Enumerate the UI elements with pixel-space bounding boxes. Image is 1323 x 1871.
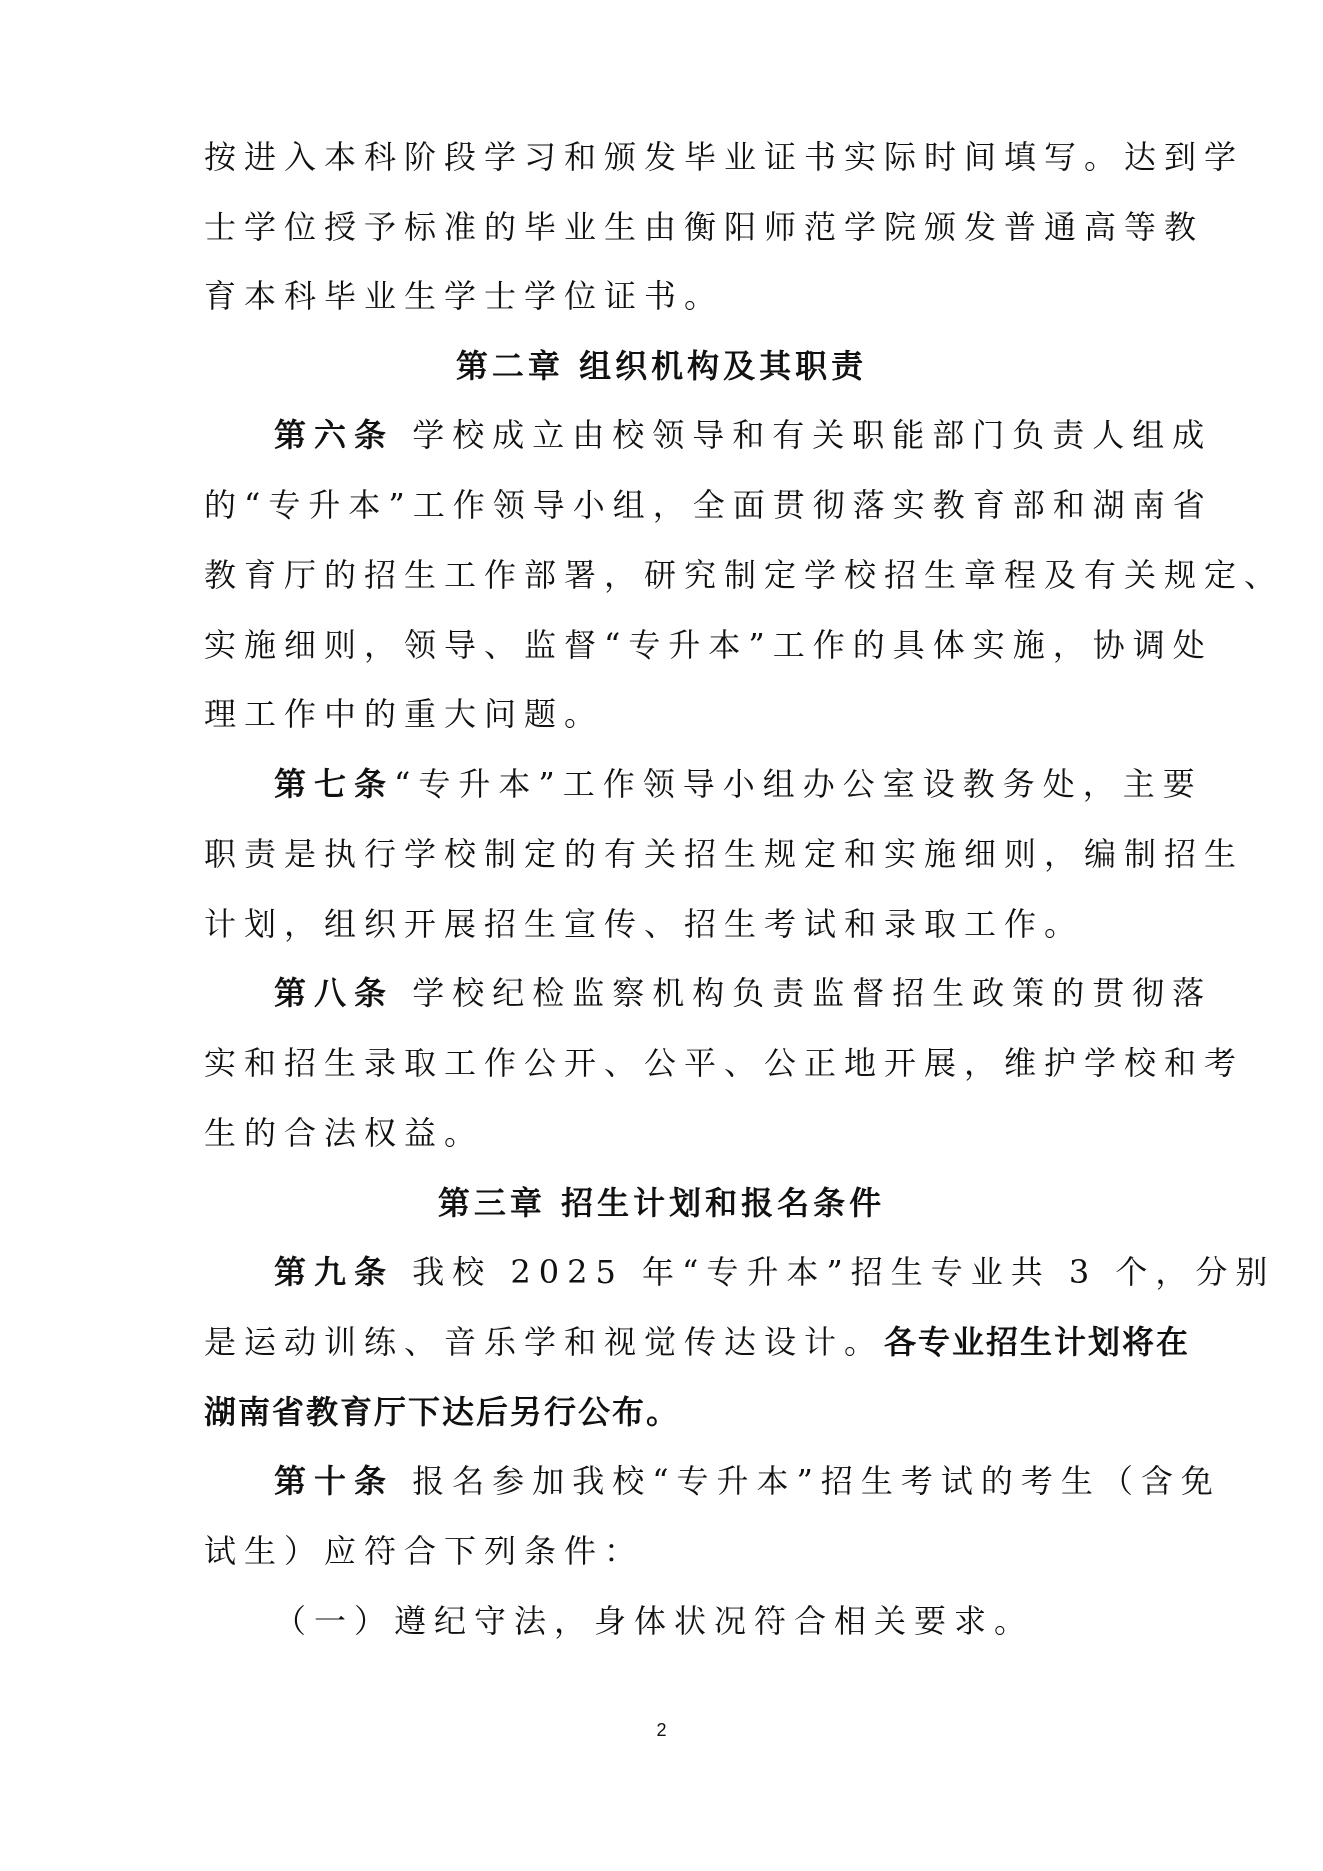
- page-number: 2: [656, 1720, 667, 1740]
- paragraph-line: 育本科毕业生学士学位证书。: [204, 277, 725, 315]
- article-text: 学校纪检监察机构负责监督招生政策的贯彻落: [394, 974, 1213, 1012]
- list-item: （一）遵纪守法，身体状况符合相关要求。: [274, 1602, 1035, 1640]
- article-first-line: [274, 415, 1212, 455]
- chapter-heading: 第三章 招生计划和报名条件: [437, 1184, 886, 1222]
- article-label: 第十条: [274, 1462, 395, 1500]
- article-label: 第九条: [274, 1253, 395, 1291]
- chapter-heading: 第二章 组织机构及其职责: [455, 347, 868, 385]
- paragraph-line: 试生）应符合下列条件：: [204, 1532, 645, 1570]
- paragraph-line: 按进入本科阶段学习和颁发毕业证书实际时间填写。达到学: [204, 138, 1245, 176]
- article-first-line: [274, 973, 1212, 1013]
- paragraph-line: 职责是执行学校制定的有关招生规定和实施细则，编制招生: [204, 835, 1245, 873]
- bold-notice-line: 湖南省教育厅下达后另行公布。: [204, 1393, 681, 1431]
- paragraph-line: 计划，组织开展招生宣传、招生考试和录取工作。: [204, 905, 1085, 943]
- article-text: 我校 2025 年“专升本”招生专业共 3 个，分别: [394, 1253, 1276, 1291]
- article-text: 学校成立由校领导和有关职能部门负责人组成: [394, 416, 1213, 454]
- paragraph-line: 理工作中的重大问题。: [204, 695, 605, 733]
- paragraph-line: 教育厅的招生工作部署，研究制定学校招生章程及有关规定、: [204, 556, 1285, 594]
- article-first-line: [274, 1461, 1221, 1501]
- article-first-line: [274, 764, 1203, 804]
- paragraph-line: 生的合法权益。: [204, 1114, 485, 1152]
- paragraph-line: 士学位授予标准的毕业生由衡阳师范学院颁发普通高等教: [204, 208, 1205, 246]
- article-first-line: [274, 1252, 1275, 1292]
- paragraph-line: 的“专升本”工作领导小组，全面贯彻落实教育部和湖南省: [204, 486, 1213, 524]
- paragraph-line: 实和招生录取工作公开、公平、公正地开展，维护学校和考: [204, 1044, 1245, 1082]
- article-label: 第六条: [274, 416, 395, 454]
- article-text: 报名参加我校“专升本”招生考试的考生（含免: [394, 1462, 1221, 1500]
- article-label: 第七条: [274, 765, 395, 803]
- article-text: 是运动训练、音乐学和视觉传达设计。: [204, 1323, 885, 1361]
- article-text: “专升本”工作领导小组办公室设教务处，主要: [394, 765, 1203, 803]
- paragraph-line: [204, 1322, 1190, 1362]
- bold-notice-text: 各专业招生计划将在: [884, 1323, 1191, 1361]
- article-label: 第八条: [274, 974, 395, 1012]
- paragraph-line: 实施细则，领导、监督“专升本”工作的具体实施，协调处: [204, 626, 1213, 664]
